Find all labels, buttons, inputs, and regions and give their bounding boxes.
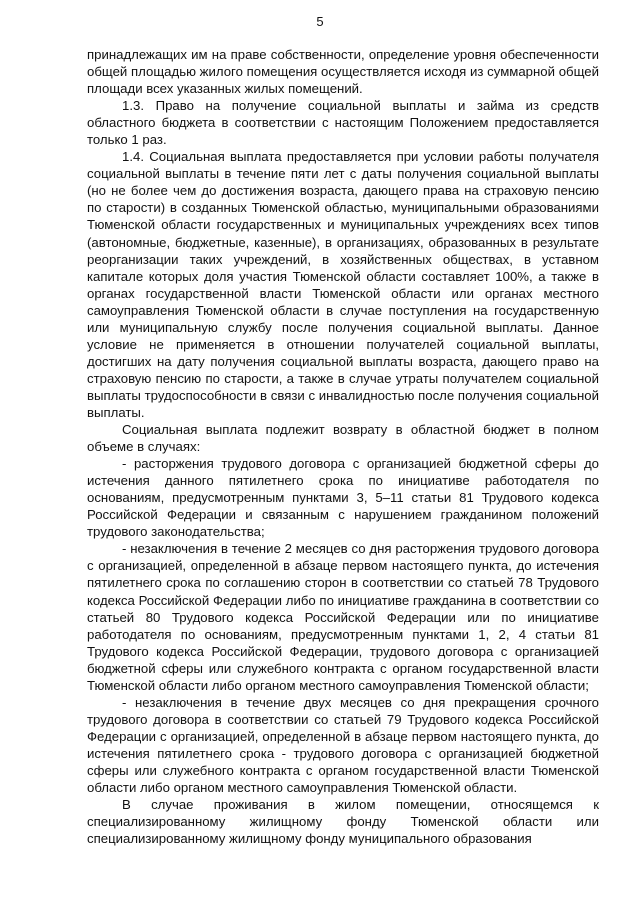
paragraph-1-3: 1.3. Право на получение социальной выплаты и займа из средств областного бюджета в соответствии с настоящим Положением предоставляется только 1 раз. bbox=[87, 98, 599, 148]
page-number: 5 bbox=[316, 14, 324, 29]
document-body bbox=[87, 46, 599, 847]
paragraph-refund-intro: Социальная выплата подлежит возврату в областной бюджет в полном объеме в случаях: bbox=[87, 422, 599, 455]
paragraph-continuation: принадлежащих им на праве собственности, определение уровня обеспеченности общей площадью жилого помещения осуществляется исходя из суммарной общей площади всех указанных жилых помещений. bbox=[87, 47, 599, 97]
paragraph-specialized-housing: В случае проживания в жилом помещении, относящемся к специализированному жилищному фонду Тюменской области или специализированному жилищному фонду муниципального образования bbox=[87, 797, 599, 847]
paragraph-1-4: 1.4. Социальная выплата предоставляется при условии работы получателя социальной выплаты в течение пяти лет с даты получения социальной выплаты (но не более чем до достижения возраста, дающего права на страховую пенсию по старости) в созданных Тюменской областью, муниципальными образованиями Тюменской области государственных и муниципальных учреждениях всех типов (автономные, бюджетные, казенные), в организациях, образованных в результате реорганизации таких учреждений, в хозяйственных обществах, в уставном капитале которых доля участия Тюменской области составляет 100%, а также в органах государственной власти Тюменской области или органах местного самоуправления Тюменской области в случае поступления на государственную или муниципальную службу после получения социальной выплаты. Данное условие не применяется в отношении получателей социальной выплаты, достигших на дату получения социальной выплаты возраста, дающего право на страховую пенсию по старости, а также в случае утраты получателем социальной выплаты трудоспособности в связи с инвалидностью после получения социальной выплаты. bbox=[87, 149, 599, 420]
list-item-no-contract-2-months: - незаключения в течение 2 месяцев со дня расторжения трудового договора с организацией, определенной в абзаце первом настоящего пункта, до истечения пятилетнего срока по соглашению сторон в соответствии со статьей 78 Трудового кодекса Российской Федерации либо по инициативе гражданина в соответствии со статьей 80 Трудового кодекса Российской Федерации или по инициативе работодателя по основаниям, предусмотренным пунктами 1, 2, 4 статьи 81 Трудового кодекса Российской Федерации, трудового договора с организацией бюджетной сферы или служебного контракта с органом государственной власти Тюменской области либо органом местного самоуправления Тюменской области; bbox=[87, 541, 599, 693]
list-item-termination: - расторжения трудового договора с организацией бюджетной сферы до истечения данного пятилетнего срока по инициативе работодателя по основаниям, предусмотренным пунктами 3, 5–11 статьи 81 Трудового кодекса Российской Федерации и связанным с нарушением гражданином положений трудового законодательства; bbox=[87, 456, 599, 540]
list-item-fixed-term-contract: - незаключения в течение двух месяцев со дня прекращения срочного трудового договора в соответствии со статьей 79 Трудового кодекса Российской Федерации с организацией, определенной в абзаце первом настоящего пункта, до истечения пятилетнего срока - трудового договора с организацией бюджетной сферы или служебного контракта с органом государственной власти Тюменской области либо органом местного самоуправления Тюменской области. bbox=[87, 694, 599, 796]
